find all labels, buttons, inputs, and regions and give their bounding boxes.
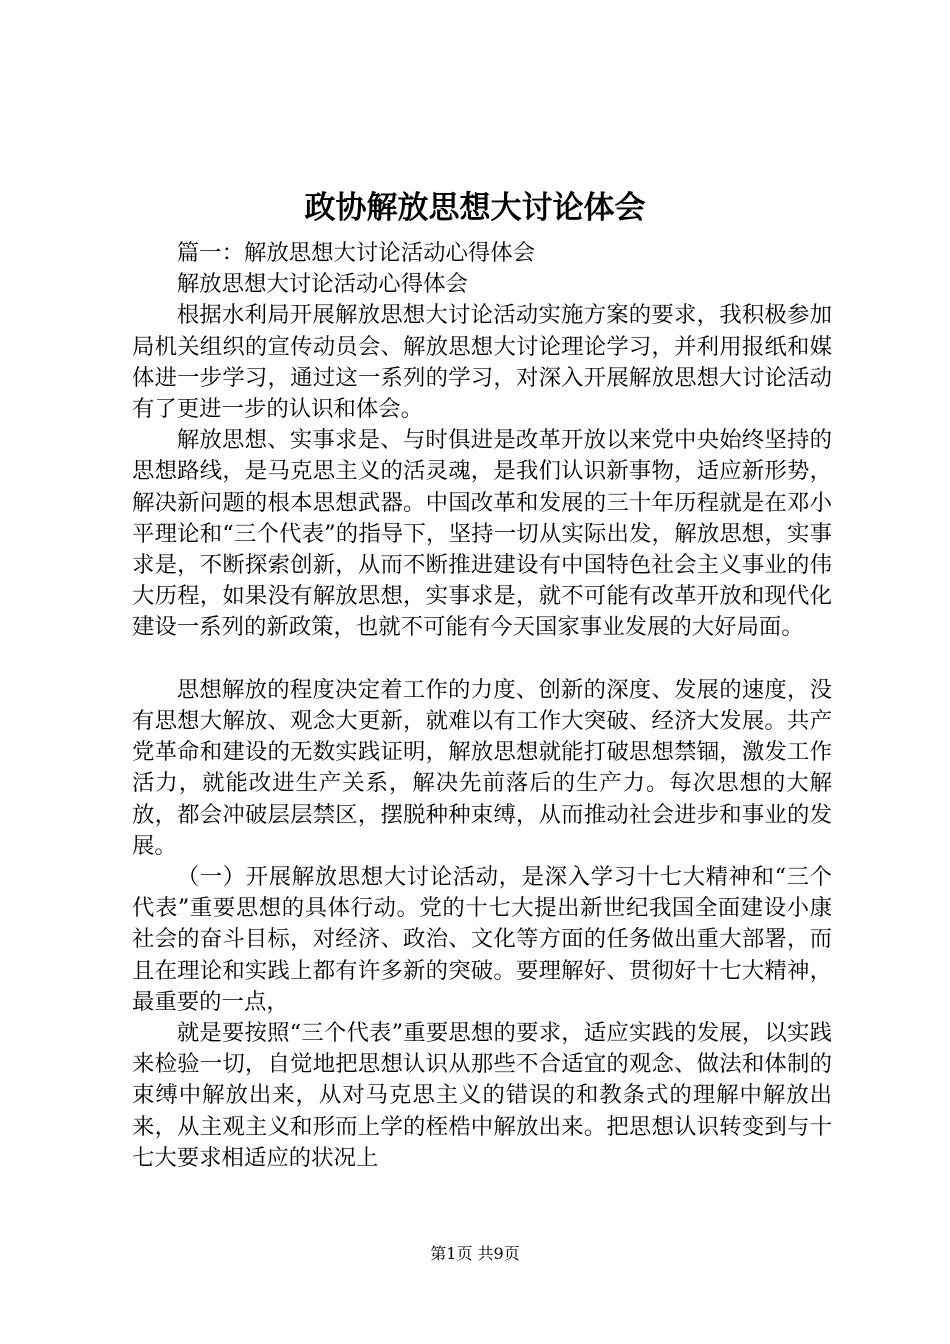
- page-number-footer: 第1页 共9页: [430, 1244, 520, 1263]
- paragraph-3: 根据水利局开展解放思想大讨论活动实施方案的要求，我积极参加局机关组织的宣传动员会、解放思想大讨论理论学习，并利用报纸和媒体进一步学习，通过这一系列的学习，对深入开展解放思想大讨论活动有了更进一步的认识和体会。: [132, 302, 832, 423]
- paragraph-5: 思想解放的程度决定着工作的力度、创新的深度、发展的速度，没有思想大解放、观念大更新，就难以有工作大突破、经济大发展。共产党革命和建设的无数实践证明，解放思想就能打破思想禁锢，激发工作活力，就能改进生产关系，解决先前落后的生产力。每次思想的大解放，都会冲破层层禁区，摆脱种种束缚，从而推动社会进步和事业的发展。: [132, 676, 832, 859]
- paragraph-2: 解放思想大讨论活动心得体会: [176, 271, 468, 298]
- paragraph-7: 就是要按照“三个代表”重要思想的要求，适应实践的发展，以实践来检验一切，自觉地把思想认识从那些不合适宜的观念、做法和体制的束缚中解放出来，从对马克思主义的错误的和教条式的理解中解放出来，从主观主义和形而上学的桎梏中解放出来。把思想认识转变到与十七大要求相适应的状况上: [132, 1020, 832, 1171]
- document-title: 政协解放思想大讨论体会: [304, 190, 646, 226]
- document-body: [132, 238, 832, 1174]
- paragraph-1: 篇一：解放思想大讨论活动心得体会: [176, 240, 536, 266]
- paragraph-6: （一）开展解放思想大讨论活动，是深入学习十七大精神和“三个代表”重要思想的具体行动。党的十七大提出新世纪我国全面建设小康社会的奋斗目标，对经济、政治、文化等方面的任务做出重大部署，而且在理论和实践上都有许多新的突破。要理解好、贯彻好十七大精神，最重要的一点，: [132, 864, 832, 1015]
- paragraph-4: 解放思想、实事求是、与时俱进是改革开放以来党中央始终坚持的思想路线，是马克思主义的活灵魂，是我们认识新事物，适应新形势，解决新问题的根本思想武器。中国改革和发展的三十年历程就是在邓小平理论和“三个代表”的指导下，坚持一切从实际出发，解放思想，实事求是，不断探索创新，从而不断推进建设有中国特色社会主义事业的伟大历程，如果没有解放思想，实事求是，就不可能有改革开放和现代化建设一系列的新政策，也就不可能有今天国家事业发展的大好局面。: [132, 427, 832, 641]
